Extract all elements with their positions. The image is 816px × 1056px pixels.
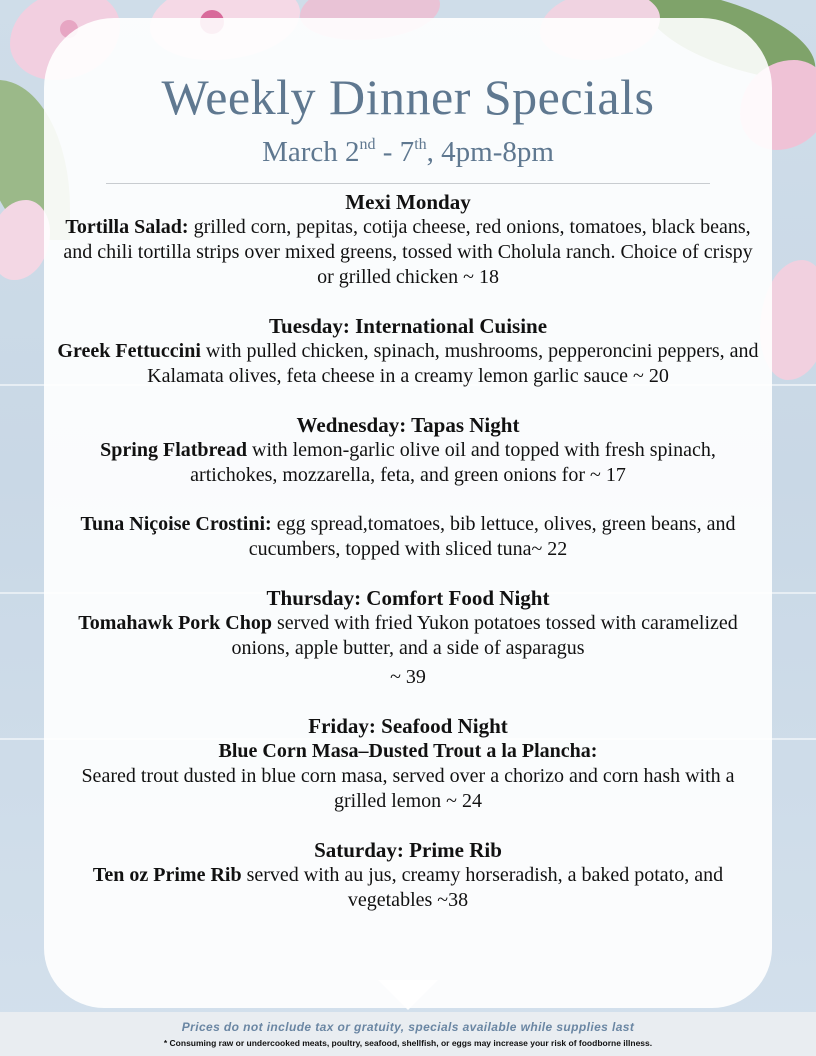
food-safety-warning: * Consuming raw or undercooked meats, poultry, seafood, shellfish, or eggs may increase your risk of foodborne illness. <box>163 1038 653 1048</box>
thursday-item <box>56 611 760 661</box>
saturday-heading: Saturday: Prime Rib <box>314 838 502 862</box>
friday-heading: Friday: Seafood Night <box>308 714 508 738</box>
dish-description: with pulled chicken, spinach, mushrooms, pepperoncini peppers, and Kalamata olives, feta cheese in a creamy lemon garlic sauce ~ 20 <box>147 340 759 387</box>
dish-description: egg spread,tomatoes, bib lettuce, olives, green beans, and cucumbers, topped with sliced tuna~ 22 <box>248 513 736 560</box>
page-title: Weekly Dinner Specials <box>161 69 655 125</box>
dish-name: Greek Fettuccini <box>57 340 201 362</box>
dish-name: Tomahawk Pork Chop <box>78 612 272 634</box>
dish-name: Tortilla Salad: <box>65 216 189 238</box>
friday-dish: Blue Corn Masa–Dusted Trout a la Plancha: <box>218 740 598 762</box>
monday-item <box>56 215 760 290</box>
dish-name: Ten oz Prime Rib <box>92 864 242 886</box>
footer <box>0 1012 816 1056</box>
monday-heading: Mexi Monday <box>345 190 471 214</box>
friday-description: Seared trout dusted in blue corn masa, served over a chorizo and corn hash with a grilled lemon ~ 24 <box>81 765 735 812</box>
wednesday-item-1 <box>56 438 760 488</box>
tuesday-item <box>56 339 760 389</box>
dish-description: with lemon-garlic olive oil and topped with fresh spinach, artichokes, mozzarella, feta, and green onions for ~ 17 <box>190 439 716 486</box>
dish-description: grilled corn, pepitas, cotija cheese, red onions, tomatoes, black beans, and chili tortilla strips over mixed greens, tossed with Cholula ranch. Choice of crispy or grilled chicken ~ 18 <box>63 216 753 288</box>
dish-description: served with au jus, creamy horseradish, a baked potato, and vegetables ~38 <box>241 864 724 911</box>
divider <box>106 183 710 184</box>
menu-content <box>56 68 760 913</box>
dish-description: served with fried Yukon potatoes tossed with caramelized onions, apple butter, and a side of asparagus <box>231 612 738 659</box>
wednesday-heading: Wednesday: Tapas Night <box>296 413 520 437</box>
date-range: March 2nd - 7th, 4pm-8pm <box>262 136 554 168</box>
wednesday-item-2 <box>56 512 760 562</box>
dish-name: Spring Flatbread <box>100 439 248 461</box>
price-disclaimer: Prices do not include tax or gratuity, specials available while supplies last <box>181 1020 635 1034</box>
dish-name: Tuna Niçoise Crostini: <box>80 513 272 535</box>
thursday-price: ~ 39 <box>390 666 426 688</box>
tuesday-heading: Tuesday: International Cuisine <box>268 314 548 338</box>
saturday-item <box>56 863 760 913</box>
thursday-heading: Thursday: Comfort Food Night <box>266 586 550 610</box>
